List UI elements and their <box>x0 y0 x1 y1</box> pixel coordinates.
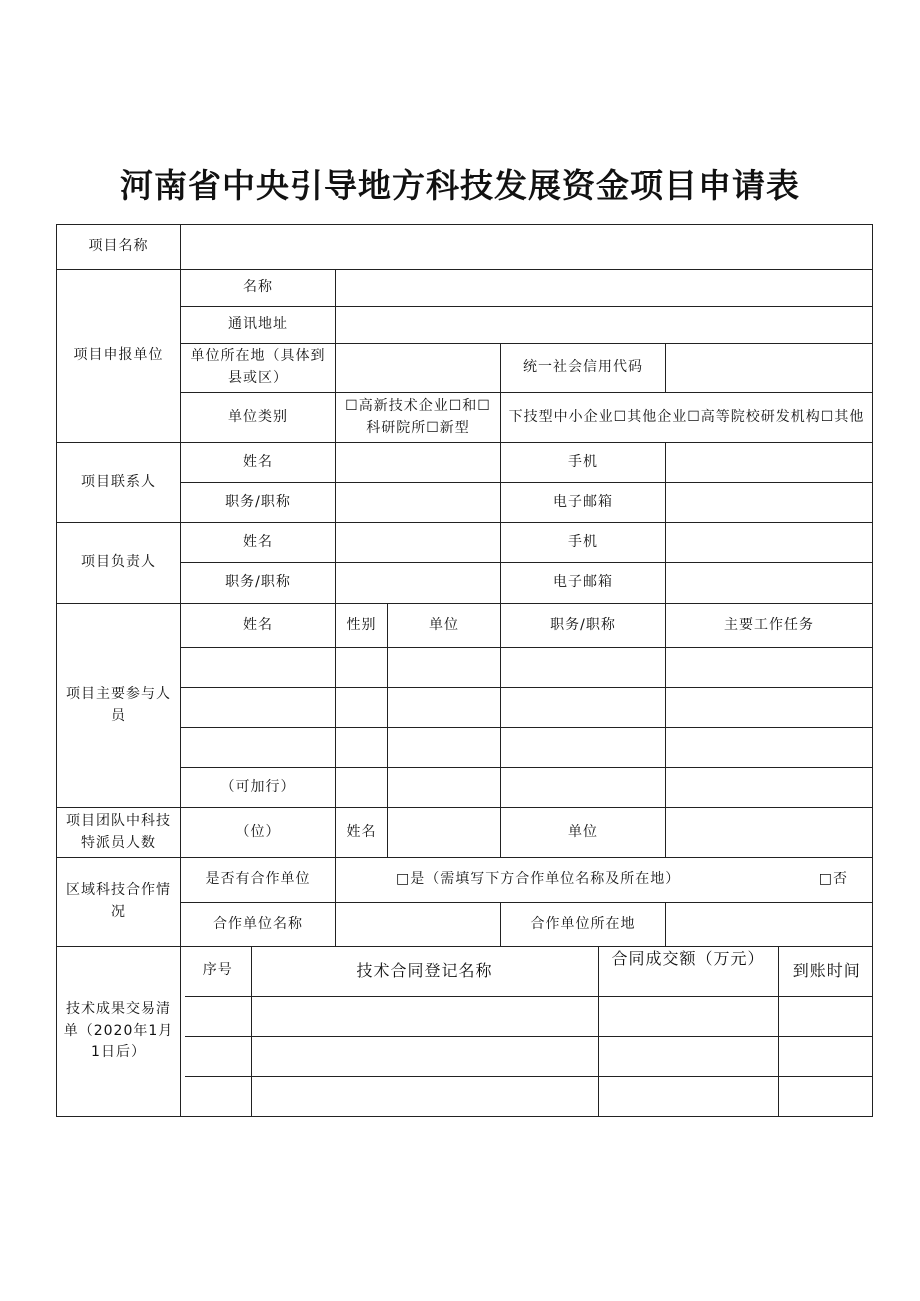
team-count-unit[interactable]: （位） <box>181 808 336 858</box>
page-title: 河南省中央引导地方科技发展资金项目申请表 <box>120 166 800 205</box>
contact-phone-field[interactable] <box>666 443 873 483</box>
members-col-unit: 单位 <box>388 604 501 648</box>
contact-title-field[interactable] <box>336 483 501 523</box>
tech-amount-cell[interactable] <box>598 996 778 1036</box>
member-title-cell[interactable] <box>501 648 666 688</box>
member-task-cell[interactable] <box>666 648 873 688</box>
unit-location-label: 单位所在地（具体到县或区） <box>181 344 336 393</box>
leader-name-row <box>57 523 873 563</box>
leader-name-field[interactable] <box>336 523 501 563</box>
member-task-cell[interactable] <box>666 768 873 808</box>
member-task-cell[interactable] <box>666 688 873 728</box>
team-name-label: 姓名 <box>336 808 388 858</box>
unit-location-field[interactable] <box>336 344 501 393</box>
unit-name-label: 名称 <box>181 270 336 307</box>
applying-unit-label: 项目申报单位 <box>57 270 181 443</box>
tech-time-cell[interactable] <box>778 1036 873 1076</box>
project-name-field[interactable] <box>181 225 873 270</box>
member-task-cell[interactable] <box>666 728 873 768</box>
project-name-label: 项目名称 <box>57 225 181 270</box>
member-gender-cell[interactable] <box>336 728 388 768</box>
contact-name-row <box>57 443 873 483</box>
project-name-row <box>57 225 873 270</box>
unit-address-field[interactable] <box>336 307 873 344</box>
tech-list-cell <box>181 947 873 1117</box>
leader-label: 项目负责人 <box>57 523 181 604</box>
members-col-gender: 性别 <box>336 604 388 648</box>
tech-time-cell[interactable] <box>778 996 873 1036</box>
partner-name-label: 合作单位名称 <box>181 903 336 947</box>
unit-type-label: 单位类别 <box>181 393 336 443</box>
leader-email-field[interactable] <box>666 563 873 604</box>
tech-index-cell[interactable] <box>185 1036 251 1076</box>
tech-section-row <box>57 947 873 1117</box>
unit-type-options-left[interactable]: ☐高新技术企业☐和☐科研院所☐新型 <box>336 393 501 443</box>
tech-amount-cell[interactable] <box>598 1036 778 1076</box>
tech-col-arrival-time: 到账时间 <box>778 947 873 996</box>
members-add-row-note: （可加行） <box>181 768 336 808</box>
members-col-title: 职务/职称 <box>501 604 666 648</box>
member-title-cell[interactable] <box>501 688 666 728</box>
leader-phone-label: 手机 <box>501 523 666 563</box>
credit-code-label: 统一社会信用代码 <box>501 344 666 393</box>
tech-col-amount: 合同成交额（万元） <box>598 947 778 996</box>
partner-location-field[interactable] <box>666 903 873 947</box>
member-unit-cell[interactable] <box>388 648 501 688</box>
member-name-cell[interactable] <box>181 728 336 768</box>
contact-label: 项目联系人 <box>57 443 181 523</box>
team-unit-label: 单位 <box>501 808 666 858</box>
leader-title-label: 职务/职称 <box>181 563 336 604</box>
leader-title-field[interactable] <box>336 563 501 604</box>
tech-contract-cell[interactable] <box>251 1036 598 1076</box>
member-name-cell[interactable] <box>181 688 336 728</box>
team-row <box>57 808 873 858</box>
leader-phone-field[interactable] <box>666 523 873 563</box>
member-title-cell[interactable] <box>501 728 666 768</box>
contact-name-field[interactable] <box>336 443 501 483</box>
unit-address-label: 通讯地址 <box>181 307 336 344</box>
leader-name-label: 姓名 <box>181 523 336 563</box>
unit-name-field[interactable] <box>336 270 873 307</box>
tech-row <box>185 1076 873 1116</box>
contact-email-label: 电子邮箱 <box>501 483 666 523</box>
tech-amount-cell[interactable] <box>598 1076 778 1116</box>
credit-code-field[interactable] <box>666 344 873 393</box>
member-gender-cell[interactable] <box>336 648 388 688</box>
tech-header-row <box>185 947 873 996</box>
member-unit-cell[interactable] <box>388 768 501 808</box>
team-unit-field[interactable] <box>666 808 873 858</box>
cooperation-label: 区域科技合作情况 <box>57 858 181 947</box>
member-gender-cell[interactable] <box>336 768 388 808</box>
member-unit-cell[interactable] <box>388 728 501 768</box>
unit-type-options-right[interactable]: 下技型中小企业☐其他企业☐高等院校研发机构☐其他 <box>501 393 873 443</box>
team-count-label: 项目团队中科技特派员人数 <box>57 808 181 858</box>
tech-index-cell[interactable] <box>185 1076 251 1116</box>
members-col-name: 姓名 <box>181 604 336 648</box>
leader-email-label: 电子邮箱 <box>501 563 666 604</box>
cooperation-row <box>57 858 873 903</box>
tech-index-cell[interactable] <box>185 996 251 1036</box>
has-partner-label: 是否有合作单位 <box>181 858 336 903</box>
member-name-cell[interactable] <box>181 648 336 688</box>
unit-name-row <box>57 270 873 307</box>
tech-contract-cell[interactable] <box>251 996 598 1036</box>
application-form-table <box>56 224 873 1117</box>
partner-options-cell <box>336 858 873 903</box>
members-col-task: 主要工作任务 <box>666 604 873 648</box>
tech-list-label: 技术成果交易清单（2020年1月1日后） <box>57 947 181 1117</box>
contact-email-field[interactable] <box>666 483 873 523</box>
partner-name-field[interactable] <box>336 903 501 947</box>
members-header-row <box>57 604 873 648</box>
team-name-field[interactable] <box>388 808 501 858</box>
contact-phone-label: 手机 <box>501 443 666 483</box>
member-unit-cell[interactable] <box>388 688 501 728</box>
member-title-cell[interactable] <box>501 768 666 808</box>
tech-col-contract-name: 技术合同登记名称 <box>251 947 598 996</box>
tech-row <box>185 1036 873 1076</box>
contact-title-label: 职务/职称 <box>181 483 336 523</box>
tech-col-index: 序号 <box>185 947 251 996</box>
partner-no-checkbox[interactable]: □否 <box>818 871 849 888</box>
partner-location-label: 合作单位所在地 <box>501 903 666 947</box>
tech-contract-cell[interactable] <box>251 1076 598 1116</box>
tech-time-cell[interactable] <box>778 1076 873 1116</box>
member-gender-cell[interactable] <box>336 688 388 728</box>
tech-list-table <box>185 947 873 1116</box>
contact-name-label: 姓名 <box>181 443 336 483</box>
partner-yes-checkbox[interactable]: □是（需填写下方合作单位名称及所在地） <box>396 871 681 888</box>
members-label: 项目主要参与人员 <box>57 604 181 808</box>
tech-row <box>185 996 873 1036</box>
